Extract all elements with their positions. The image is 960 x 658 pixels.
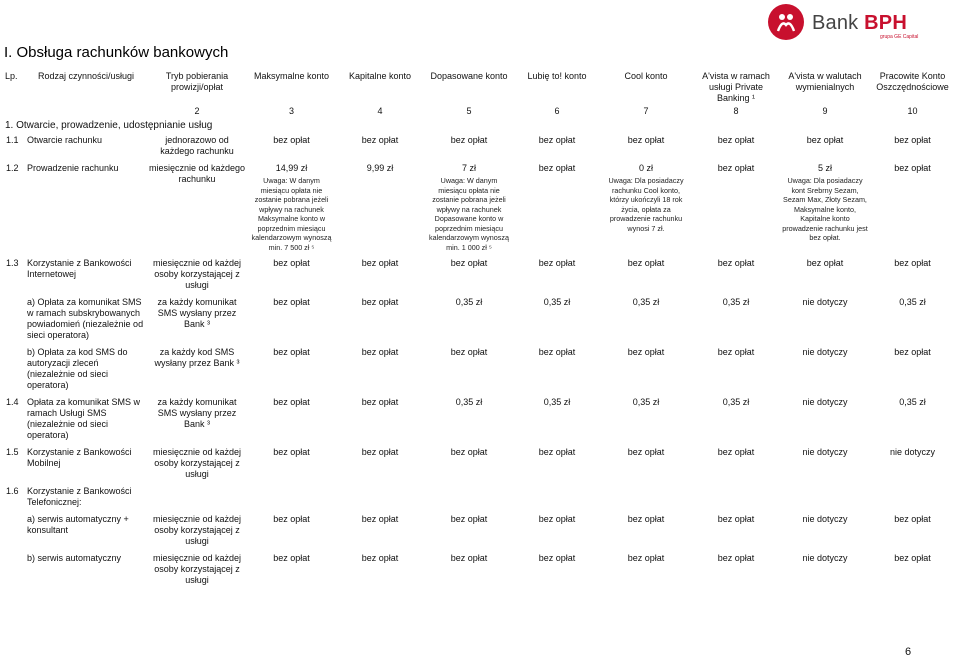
fee-value: bez opłat	[894, 347, 931, 357]
fee-value-cell	[691, 163, 781, 252]
fee-value-cell	[601, 135, 691, 157]
fee-value: 5 zł	[817, 163, 832, 173]
table-row	[4, 553, 956, 586]
fee-value: bez opłat	[361, 397, 399, 407]
fee-value: bez opłat	[450, 447, 488, 457]
fee-value-cell	[601, 347, 691, 391]
fee-value-cell	[869, 135, 956, 157]
column-number: 7	[643, 106, 649, 116]
table-row	[4, 163, 956, 252]
fee-value-cell	[691, 553, 781, 586]
table-header-row	[4, 70, 956, 106]
fee-value: bez opłat	[627, 553, 665, 563]
charge-mode: za każdy komunikat SMS wysłany przez Bank ³	[157, 297, 237, 329]
fee-value-cell	[425, 553, 513, 586]
row-number: 1.4	[6, 397, 19, 407]
fee-value: bez opłat	[273, 258, 310, 268]
service-name: Korzystanie z Bankowości Internetowej	[27, 258, 132, 279]
fee-value-cell	[781, 486, 869, 508]
fee-value-cell	[248, 486, 335, 508]
fee-value-cell	[869, 347, 956, 391]
fee-value-cell	[691, 135, 781, 157]
fee-value-cell	[781, 347, 869, 391]
fee-value-cell	[335, 397, 425, 441]
fee-value: 9,99 zł	[366, 163, 394, 173]
fee-value-cell	[335, 258, 425, 291]
fee-value-cell	[425, 347, 513, 391]
fee-value: bez opłat	[894, 135, 931, 145]
service-name: b) serwis automatyczny	[27, 553, 122, 563]
fee-value-cell	[691, 486, 781, 508]
fee-value-cell	[513, 135, 601, 157]
fee-value-cell	[248, 297, 335, 341]
fee-value-cell	[869, 486, 956, 508]
row-number: 1.5	[6, 447, 19, 457]
column-number: 3	[288, 106, 294, 116]
page-number: 6	[905, 646, 912, 658]
column-number: 2	[194, 106, 200, 116]
fee-value: bez opłat	[450, 514, 488, 524]
fee-value: bez opłat	[894, 258, 931, 268]
fee-value: bez opłat	[717, 258, 755, 268]
fee-value: bez opłat	[806, 135, 844, 145]
column-number	[4, 106, 26, 118]
charge-mode: miesięcznie od każdego rachunku	[148, 163, 246, 184]
section-title: 1. Otwarcie, prowadzenie, udostępnianie usług	[5, 120, 213, 131]
fee-value-cell	[781, 135, 869, 157]
fee-value-cell	[869, 163, 956, 252]
column-header: Pracowite Konto Oszczędnościowe	[876, 71, 949, 92]
fee-value: nie dotyczy	[802, 514, 848, 524]
fee-value-cell	[691, 514, 781, 547]
row-spacer	[4, 586, 956, 592]
fee-value-cell	[425, 297, 513, 341]
row-number	[4, 347, 26, 391]
fee-value: bez opłat	[717, 447, 755, 457]
column-number: 4	[377, 106, 383, 116]
fee-value-cell	[425, 514, 513, 547]
fee-value: 14,99 zł	[275, 163, 308, 173]
table-row	[4, 447, 956, 480]
fee-value: bez opłat	[538, 347, 576, 357]
column-header: Kapitalne konto	[348, 71, 412, 81]
fee-value: bez opłat	[538, 258, 576, 268]
service-name: Opłata za komunikat SMS w ramach Usługi SMS (niezależnie od sieci operatora)	[27, 397, 141, 440]
fee-value: bez opłat	[273, 514, 310, 524]
column-number: 10	[907, 106, 918, 116]
fee-value-cell	[781, 163, 869, 252]
fee-value-cell	[513, 514, 601, 547]
charge-mode	[146, 486, 248, 508]
column-number	[26, 106, 146, 118]
column-header: Cool konto	[624, 71, 668, 81]
fee-value-cell	[335, 163, 425, 252]
column-number: 6	[554, 106, 560, 116]
page-title: I. Obsługa rachunków bankowych	[4, 44, 229, 61]
column-header: Lubię to! konto	[527, 71, 587, 81]
fee-value: bez opłat	[450, 258, 488, 268]
charge-mode: za każdy komunikat SMS wysłany przez Bank ³	[157, 397, 237, 429]
fee-value: 0,35 zł	[899, 397, 926, 407]
fee-value-cell	[425, 486, 513, 508]
fee-value-cell	[513, 397, 601, 441]
column-header: Maksymalne konto	[253, 71, 330, 81]
fee-value: bez opłat	[273, 447, 310, 457]
column-number-row	[4, 106, 956, 118]
fee-value: bez opłat	[538, 447, 576, 457]
column-number: 8	[733, 106, 739, 116]
fee-value-cell	[248, 553, 335, 586]
charge-mode: miesięcznie od każdej osoby korzystającej z usługi	[152, 258, 242, 290]
service-name: Otwarcie rachunku	[27, 135, 103, 145]
fee-value: bez opłat	[806, 258, 844, 268]
fee-value-cell	[869, 397, 956, 441]
fee-value: bez opłat	[627, 347, 665, 357]
fee-value-cell	[513, 347, 601, 391]
service-name: a) Opłata za komunikat SMS w ramach subskrybowanych powiadomień (niezależnie od sieci operatora)	[27, 297, 144, 340]
fee-value: bez opłat	[361, 553, 399, 563]
fee-value: bez opłat	[894, 514, 931, 524]
fee-note: Uwaga: W danym miesiącu opłata nie zostanie pobrana jeżeli wpływy na rachunek Dopasowane konto w poprzednim miesiącu kalendarzowym wynoszą min. 1 000 zł ⁵	[429, 176, 509, 252]
fee-value-cell	[248, 397, 335, 441]
fee-value: bez opłat	[273, 135, 310, 145]
fee-value: nie dotyczy	[802, 297, 848, 307]
fee-value: bez opłat	[450, 135, 488, 145]
fee-value: bez opłat	[361, 135, 399, 145]
fee-value-cell	[248, 258, 335, 291]
fee-value: bez opłat	[717, 347, 755, 357]
column-header: Lp.	[5, 71, 18, 81]
fee-value-cell	[601, 258, 691, 291]
fee-value-cell	[513, 163, 601, 252]
fee-value-cell	[335, 447, 425, 480]
fee-value: bez opłat	[717, 553, 755, 563]
column-number: 5	[466, 106, 472, 116]
fee-value-cell	[425, 163, 513, 252]
fee-value-cell	[335, 135, 425, 157]
fee-value: 7 zł	[461, 163, 476, 173]
fee-value: 0,35 zł	[722, 397, 750, 407]
fee-value: bez opłat	[538, 514, 576, 524]
fee-value-cell	[513, 258, 601, 291]
fee-value-cell	[691, 347, 781, 391]
fee-value: nie dotyczy	[802, 553, 848, 563]
fee-value-cell	[248, 347, 335, 391]
fee-value-cell	[513, 447, 601, 480]
fee-value: bez opłat	[894, 553, 931, 563]
row-number: 1.2	[6, 163, 19, 173]
fee-value: 0 zł	[638, 163, 653, 173]
fee-value-cell	[601, 447, 691, 480]
fee-value: bez opłat	[361, 347, 399, 357]
fee-value-cell	[781, 258, 869, 291]
fee-value-cell	[335, 486, 425, 508]
service-name: Korzystanie z Bankowości Telefonicznej:	[27, 486, 132, 507]
fee-value-cell	[781, 397, 869, 441]
fee-value-cell	[425, 135, 513, 157]
fee-value: 0,35 zł	[455, 297, 483, 307]
fee-value: bez opłat	[538, 135, 576, 145]
charge-mode: miesięcznie od każdej osoby korzystającej z usługi	[152, 514, 242, 546]
fee-value: bez opłat	[361, 447, 399, 457]
fee-value-cell	[248, 514, 335, 547]
fee-value: 0,35 zł	[543, 297, 571, 307]
service-name: Korzystanie z Bankowości Mobilnej	[27, 447, 132, 468]
fee-note: Uwaga: Dla posiadaczy rachunku Cool konto, którzy ukończyli 18 rok życia, opłata za prowadzenie rachunku wynosi 7 zł.	[608, 176, 684, 233]
fee-value-cell	[335, 553, 425, 586]
fee-value-cell	[869, 514, 956, 547]
fee-value-cell	[691, 297, 781, 341]
fee-note: Uwaga: W danym miesiącu opłata nie zostanie pobrana jeżeli wpływy na rachunek Maksymalne konto w poprzednim miesiącu kalendarzowym wynoszą min. 7 500 zł ⁵	[251, 176, 332, 252]
fee-value: bez opłat	[627, 135, 665, 145]
fee-value: 0,35 zł	[543, 397, 571, 407]
fee-value-cell	[335, 514, 425, 547]
fee-value: bez opłat	[273, 347, 310, 357]
fee-value: bez opłat	[273, 297, 310, 307]
fee-value: bez opłat	[273, 553, 310, 563]
table-row	[4, 514, 956, 547]
fee-value-cell	[425, 397, 513, 441]
fees-table	[4, 70, 956, 592]
column-header: A'vista w ramach usługi Private Banking ¹	[702, 71, 770, 103]
fee-value: bez opłat	[273, 397, 310, 407]
column-header: Rodzaj czynności/usługi	[37, 71, 135, 81]
column-header: Tryb pobierania prowizji/opłat	[165, 71, 229, 92]
row-number: 1.3	[6, 258, 19, 268]
table-row	[4, 297, 956, 341]
table-row	[4, 347, 956, 391]
row-number	[4, 553, 26, 586]
column-number: 9	[822, 106, 828, 116]
row-number	[4, 297, 26, 341]
bank-logo	[768, 4, 954, 44]
fee-value: 0,35 zł	[455, 397, 483, 407]
service-name: a) serwis automatyczny + konsultant	[27, 514, 129, 535]
fee-value: bez opłat	[538, 553, 576, 563]
fee-value: 0,35 zł	[632, 397, 660, 407]
fee-value: 0,35 zł	[632, 297, 660, 307]
fee-value-cell	[781, 514, 869, 547]
fee-value: nie dotyczy	[889, 447, 936, 457]
column-header: Dopasowane konto	[430, 71, 508, 81]
fee-value-cell	[425, 447, 513, 480]
fee-note: Uwaga: Dla posiadaczy kont Srebrny Sezam, Sezam Max, Złoty Sezam, Maksymalne konto, Kapitalne konto prowadzenie rachunku jest bez opłat.	[782, 176, 868, 242]
fee-value-cell	[781, 297, 869, 341]
fee-value-cell	[248, 447, 335, 480]
table-row	[4, 258, 956, 291]
fee-value-cell	[425, 258, 513, 291]
charge-mode: miesięcznie od każdej osoby korzystającej z usługi	[152, 447, 242, 479]
fee-value: bez opłat	[450, 347, 488, 357]
fee-value: bez opłat	[627, 258, 665, 268]
fee-value-cell	[869, 258, 956, 291]
fee-value: bez opłat	[627, 447, 665, 457]
fee-value-cell	[601, 297, 691, 341]
fee-value-cell	[335, 347, 425, 391]
fee-value-cell	[248, 135, 335, 157]
table-row	[4, 135, 956, 157]
bank-logo-tagline: grupa GE Capital	[880, 34, 919, 40]
fee-value-cell	[781, 553, 869, 586]
fee-value: 0,35 zł	[899, 297, 926, 307]
fee-value: bez opłat	[717, 163, 755, 173]
table-row	[4, 486, 956, 508]
fee-value-cell	[601, 397, 691, 441]
fee-value: bez opłat	[450, 553, 488, 563]
fee-value-cell	[691, 397, 781, 441]
fee-value-cell	[601, 553, 691, 586]
fee-value: bez opłat	[361, 297, 399, 307]
fee-value-cell	[869, 297, 956, 341]
bank-logo-name: Bank BPH	[812, 12, 907, 34]
column-header: A'vista w walutach wymienialnych	[788, 71, 862, 92]
fee-value-cell	[691, 447, 781, 480]
fee-value-cell	[335, 297, 425, 341]
fee-value-cell	[513, 553, 601, 586]
fee-value: bez opłat	[361, 514, 399, 524]
table-row	[4, 397, 956, 441]
fee-value-cell	[869, 447, 956, 480]
fee-value: bez opłat	[717, 514, 755, 524]
fee-value-cell	[248, 163, 335, 252]
fee-value: bez opłat	[894, 163, 931, 173]
row-number	[4, 514, 26, 547]
charge-mode: miesięcznie od każdej osoby korzystającej z usługi	[152, 553, 242, 585]
fee-value-cell	[781, 447, 869, 480]
fee-value: nie dotyczy	[802, 397, 848, 407]
fee-value-cell	[601, 163, 691, 252]
fee-value: bez opłat	[717, 135, 755, 145]
fee-value-cell	[601, 514, 691, 547]
fee-value: nie dotyczy	[802, 447, 848, 457]
fee-value: bez opłat	[538, 163, 576, 173]
fee-value-cell	[691, 258, 781, 291]
fee-value-cell	[601, 486, 691, 508]
service-name: Prowadzenie rachunku	[27, 163, 119, 173]
fee-value-cell	[869, 553, 956, 586]
fee-value: nie dotyczy	[802, 347, 848, 357]
bank-logo-icon	[768, 4, 804, 40]
row-number: 1.1	[6, 135, 19, 145]
fee-value: 0,35 zł	[722, 297, 750, 307]
section-row	[4, 118, 956, 135]
row-number: 1.6	[6, 486, 19, 496]
fee-value: bez opłat	[361, 258, 399, 268]
fee-value: bez opłat	[627, 514, 665, 524]
charge-mode: za każdy kod SMS wysłany przez Bank ³	[154, 347, 240, 368]
fee-value-cell	[513, 486, 601, 508]
fee-value-cell	[513, 297, 601, 341]
row-spacer-cell	[4, 586, 956, 592]
service-name: b) Opłata za kod SMS do autoryzacji zleceń (niezależnie od sieci operatora)	[27, 347, 128, 390]
charge-mode: jednorazowo od każdego rachunku	[160, 135, 234, 156]
